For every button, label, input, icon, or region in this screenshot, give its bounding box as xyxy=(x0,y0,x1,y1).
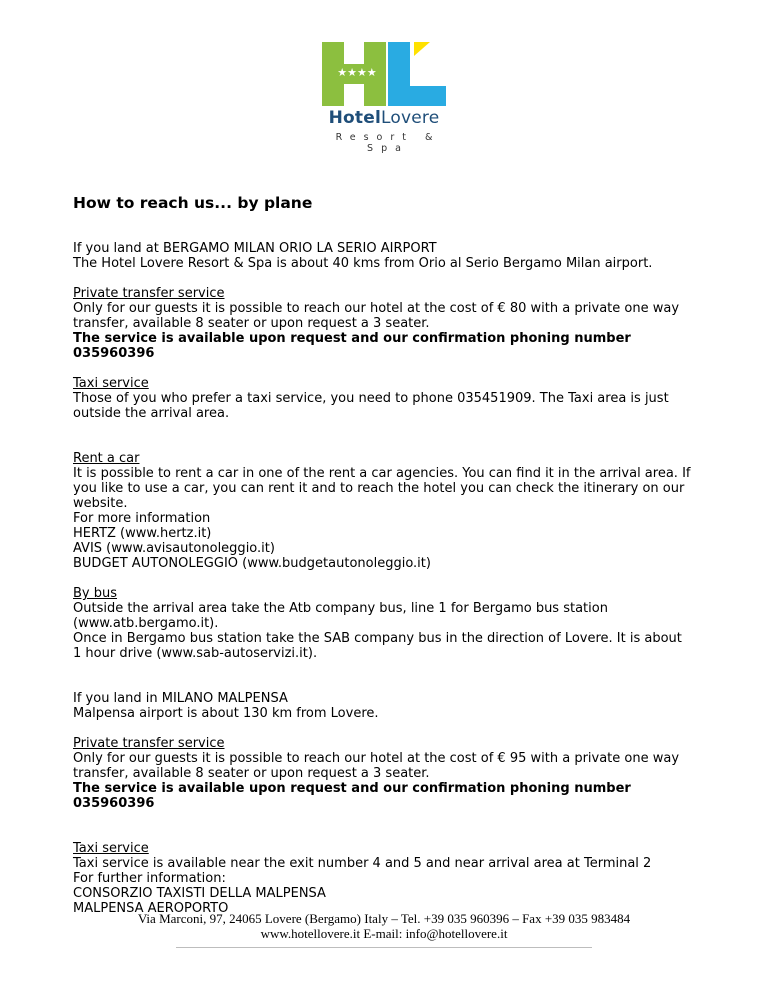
orio-taxi-heading: Taxi service xyxy=(73,376,149,391)
orio-intro-line1: If you land at BERGAMO MILAN ORIO LA SERIO AIRPORT xyxy=(73,241,437,256)
malpensa-intro-line2: Malpensa airport is about 130 km from Lovere. xyxy=(73,706,379,721)
main-content xyxy=(73,193,693,916)
four-stars-icon: ★★★★ xyxy=(337,66,377,79)
logo-wordmark: HotelLovere xyxy=(328,108,440,128)
orio-bus-text2: Once in Bergamo bus station take the SAB company bus in the direction of Lovere. It is about 1 hour drive (www.sab-autoservizi.it). xyxy=(73,631,682,661)
orio-bus-heading: By bus xyxy=(73,586,118,601)
orio-rent-car-more: For more information xyxy=(73,511,211,526)
malpensa-taxi-heading: Taxi service xyxy=(73,841,149,856)
rent-budget: BUDGET AUTONOLEGGIO (www.budgetautonoleggio.it) xyxy=(73,556,431,571)
hotel-lovere-logo xyxy=(318,38,450,154)
malpensa-taxi-text: Taxi service is available near the exit number 4 and 5 and near arrival area at Terminal 2 xyxy=(73,856,652,871)
malpensa-taxi-more: For further information: xyxy=(73,871,226,886)
rent-hertz: HERTZ (www.hertz.it) xyxy=(73,526,212,541)
logo-tagline: Resort & Spa xyxy=(335,132,441,154)
malpensa-taxi-line1: CONSORZIO TAXISTI DELLA MALPENSA xyxy=(73,886,326,901)
orio-private-transfer-note: The service is available upon request and our confirmation phoning number 035960396 xyxy=(73,331,631,361)
footer-contact: www.hotellovere.it E-mail: info@hotellovere.it xyxy=(260,926,508,941)
orio-rent-car-text: It is possible to rent a car in one of the rent a car agencies. You can find it in the arrival area. If you like to use a car, you can rent it and to reach the hotel you can check the itinerary on our website. xyxy=(73,466,691,511)
orio-private-transfer-text: Only for our guests it is possible to reach our hotel at the cost of € 80 with a private one way transfer, available 8 seater or upon request a 3 seater. xyxy=(73,301,680,331)
page-footer xyxy=(0,911,768,941)
malpensa-private-transfer-heading: Private transfer service xyxy=(73,736,225,751)
rent-avis: AVIS (www.avisautonoleggio.it) xyxy=(73,541,275,556)
orio-rent-car-heading: Rent a car xyxy=(73,451,140,466)
orio-taxi-text: Those of you who prefer a taxi service, you need to phone 035451909. The Taxi area is just outside the arrival area. xyxy=(73,391,669,421)
footer-address: Via Marconi, 97, 24065 Lovere (Bergamo) Italy – Tel. +39 035 960396 – Fax +39 035 983484 xyxy=(137,911,631,926)
orio-bus-text1: Outside the arrival area take the Atb company bus, line 1 for Bergamo bus station (www.atb.bergamo.it). xyxy=(73,601,608,631)
malpensa-intro-line1: If you land in MILANO MALPENSA xyxy=(73,691,288,706)
orio-private-transfer-heading: Private transfer service xyxy=(73,286,225,301)
malpensa-taxi-line2: MALPENSA AEROPORTO xyxy=(73,901,229,916)
malpensa-private-transfer-text: Only for our guests it is possible to reach our hotel at the cost of € 95 with a private one way transfer, available 8 seater or upon request a 3 seater. xyxy=(73,751,680,781)
orio-intro-line2: The Hotel Lovere Resort & Spa is about 40 kms from Orio al Serio Bergamo Milan airport. xyxy=(73,256,653,271)
malpensa-private-transfer-note: The service is available upon request and our confirmation phoning number 035960396 xyxy=(73,781,631,811)
page-title: How to reach us... by plane xyxy=(73,194,313,212)
footer-divider xyxy=(176,947,592,948)
